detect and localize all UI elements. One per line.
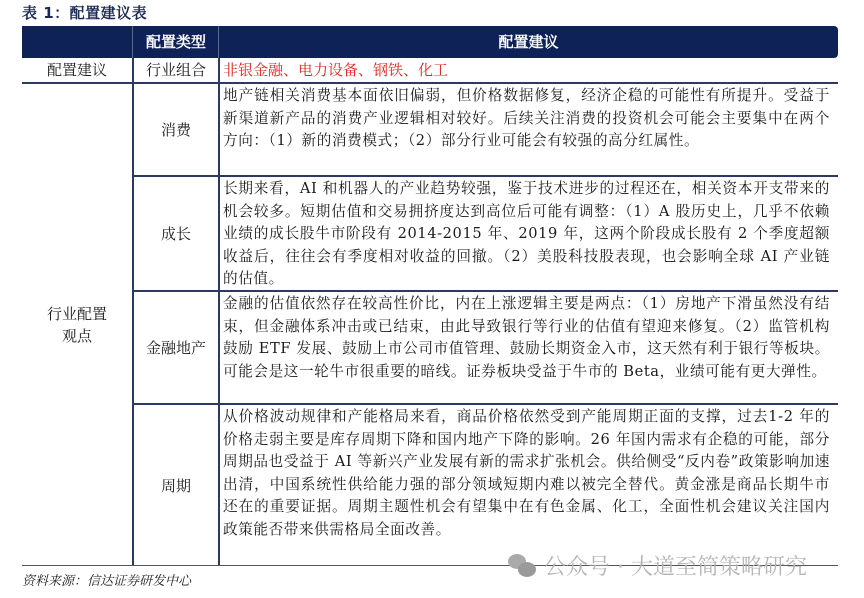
table-row-cyclical: [132, 405, 838, 565]
row-text: 长期来看，AI 和机器人的产业趋势较强，鉴于技术进步的过程还在，相关资本开支带来的机会较多。短期估值和交易拥挤度达到高位后可能有调整：（1）A 股历史上，几乎不依赖业绩的成长股牛市阶段有 2014-2015 年、2019 年，这两个阶段成长股有 2 个季度超额收益后，往往会有季度相对收益的回撤。（2）美股科技股表现，也会影响全球 AI 产业链的估值。: [218, 177, 838, 290]
allocation-industries: 非银金融、电力设备、钢铁、化工: [218, 58, 838, 82]
source-note: 资料来源：信达证券研发中心: [22, 574, 192, 589]
wechat-icon: [508, 554, 538, 578]
row-type: 金融地产: [132, 292, 218, 403]
row-type: 成长: [132, 177, 218, 290]
header-config-advice: 配置建议: [218, 26, 838, 58]
table-header: [22, 26, 838, 58]
allocation-row: [22, 58, 838, 84]
industry-views-label-line1: 行业配置: [46, 304, 107, 323]
row-text: 从价格波动规律和产能格局来看，商品价格依然受到产能周期正面的支撑，过去1-2 年的价格走弱主要是库存周期下降和国内地产下降的影响。26 年国内需求有企稳的可能，部分周期品也受益于 AI 等新兴产业发展有新的需求扩张机会。供给侧受“反内卷”政策影响加速出清，中国系统性供给能力强的部分领域短期内难以被完全替代。黄金涨是商品长期牛市还在的重要证据。周期主题性机会有望集中在有色金属、化工，全面性机会建议关注国内政策能否带来供需格局全面改善。: [218, 405, 838, 565]
header-config-type: 配置类型: [132, 26, 219, 58]
allocation-type: 行业组合: [132, 58, 218, 82]
row-type: 消费: [132, 84, 218, 175]
row-type: 周期: [132, 405, 218, 565]
watermark: [508, 550, 807, 581]
industry-views-section: [22, 84, 838, 566]
table-row-growth: [132, 177, 838, 292]
industry-views-label: [22, 84, 132, 565]
industry-views-label-line2: 观点: [61, 326, 92, 345]
row-text: 地产链相关消费基本面依旧偏弱，但价格数据修复，经济企稳的可能性有所提升。受益于新渠道新产品的消费产业逻辑相对较好。后续关注消费的投资机会可能会主要集中在两个方向：（1）新的消费模式；（2）部分行业可能会有较强的高分红属性。: [218, 84, 838, 175]
row-text: 金融的估值依然存在较高性价比，内在上涨逻辑主要是两点：（1）房地产下滑虽然没有结束，但金融体系冲击或已结束，由此导致银行等行业的估值有望迎来修复。（2）监管机构鼓励 ETF 发展、鼓励上市公司市值管理、鼓励长期资金入市，这天然有利于银行等板块。可能会是这一轮牛市很重要的暗线。证券板块受益于牛市的 Beta，业绩可能有更大弹性。: [218, 292, 838, 403]
table-title: 表 1：配置建议表: [22, 4, 148, 22]
allocation-label: 配置建议: [46, 61, 107, 79]
table-row-consumer: [132, 84, 838, 177]
table-row-finance-realestate: [132, 292, 838, 405]
allocation-table: [22, 26, 838, 566]
watermark-text: 公众号 · 大道至简策略研究: [544, 555, 807, 580]
